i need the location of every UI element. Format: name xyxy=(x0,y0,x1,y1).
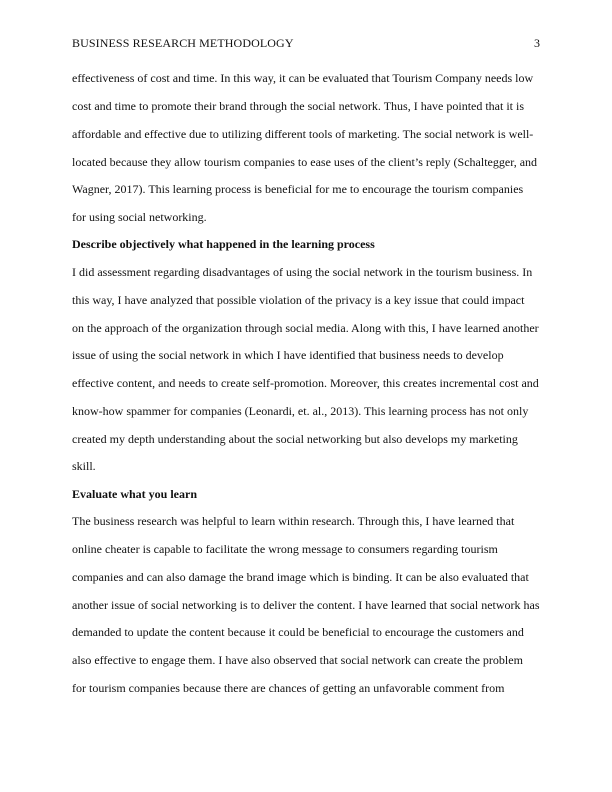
text-line: effectiveness of cost and time. In this way, it can be evaluated that Tourism Company needs low xyxy=(72,71,534,85)
text-line: cost and time to promote their brand through the social network. Thus, I have pointed that it is xyxy=(72,99,525,113)
page-header xyxy=(72,35,540,51)
text-line: issue of using the social network in which I have identified that business needs to develop xyxy=(72,348,504,362)
text-line: located because they allow tourism companies to ease uses of the client’s reply (Schaltegger, and xyxy=(72,155,538,169)
text-line: affordable and effective due to utilizing different tools of marketing. The social network is well- xyxy=(72,127,534,141)
text-line: for using social networking. xyxy=(72,210,207,224)
text-line: skill. xyxy=(72,459,96,473)
text-line: for tourism companies because there are chances of getting an unfavorable comment from xyxy=(72,681,505,695)
text-line: Wagner, 2017). This learning process is beneficial for me to encourage the tourism companies xyxy=(72,182,524,196)
text-line: this way, I have analyzed that possible violation of the privacy is a key issue that could impact xyxy=(72,293,525,307)
text-line: also effective to engage them. I have also observed that social network can create the problem xyxy=(72,653,523,667)
text-line: another issue of social networking is to deliver the content. I have learned that social network has xyxy=(72,598,540,612)
section-heading: Describe objectively what happened in the learning process xyxy=(72,237,375,251)
text-line: I did assessment regarding disadvantages of using the social network in the tourism business. In xyxy=(72,265,533,279)
text-line: on the approach of the organization through social media. Along with this, I have learned another xyxy=(72,321,539,335)
text-line: effective content, and needs to create self-promotion. Moreover, this creates incremental cost and xyxy=(72,376,539,390)
text-line: demanded to update the content because it could be beneficial to encourage the customers and xyxy=(72,625,524,639)
page-number: 3 xyxy=(534,36,540,50)
text-line: companies and can also damage the brand image which is binding. It can be also evaluated that xyxy=(72,570,529,584)
section-heading: Evaluate what you learn xyxy=(72,487,198,501)
running-head: BUSINESS RESEARCH METHODOLOGY xyxy=(72,36,294,50)
text-line: online cheater is capable to facilitate the wrong message to consumers regarding tourism xyxy=(72,542,498,556)
text-line: created my depth understanding about the social networking but also develops my marketing xyxy=(72,432,518,446)
text-line: The business research was helpful to learn within research. Through this, I have learned that xyxy=(72,514,515,528)
text-line: know-how spammer for companies (Leonardi, et. al., 2013). This learning process has not only xyxy=(72,404,529,418)
